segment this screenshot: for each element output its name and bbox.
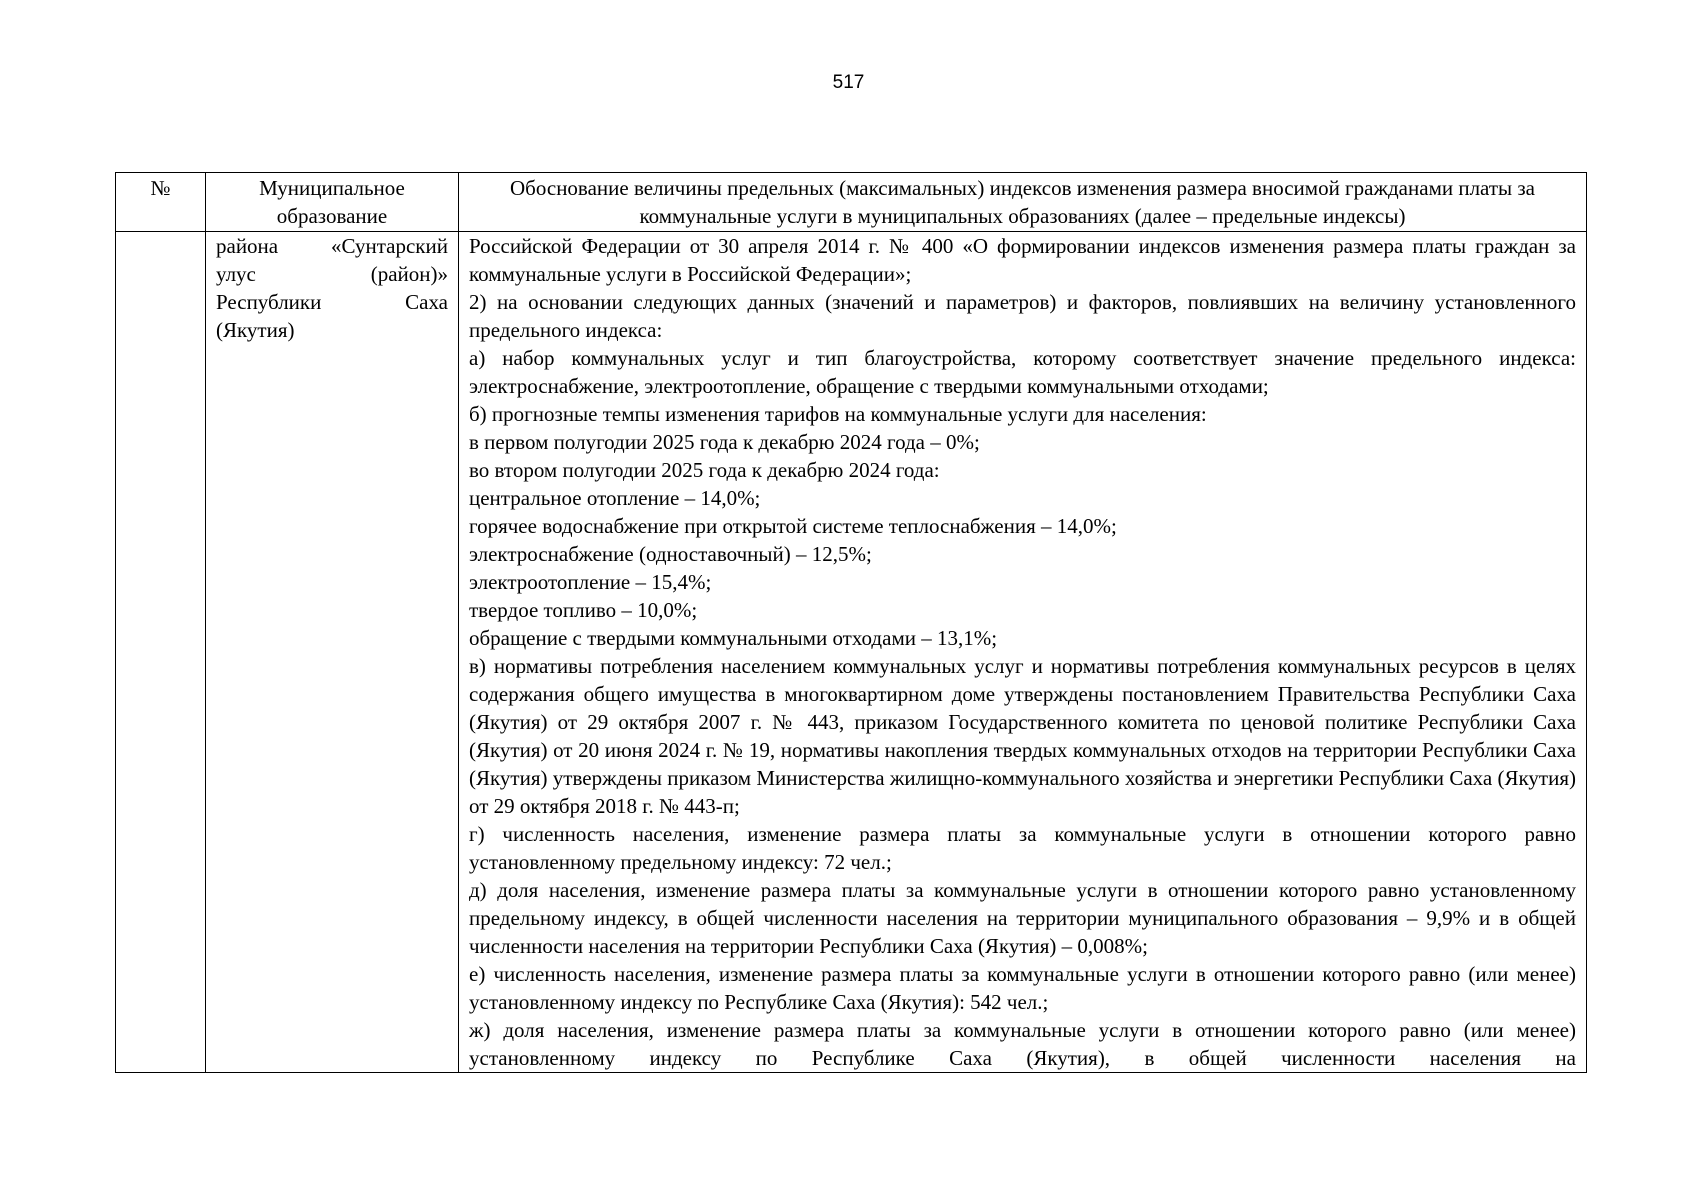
paragraph: в) нормативы потребления населением коммунальных услуг и нормативы потребления коммунальных ресурсов в целях содержания общего имущества в многоквартирном доме утверждены постановлением Правительства Республики Саха (Якутия) от 29 октября 2007 г. № 443, приказом Государственного комитета по ценовой политике Республики Саха (Якутия) от 20 июня 2024 г. № 19, нормативы накопления твердых коммунальных отходов на территории Республики Саха (Якутия) утверждены приказом Министерства жилищно-коммунального хозяйства и энергетики Республики Саха (Якутия) от 29 октября 2018 г. № 443-п; [469, 654, 1576, 818]
justification-table [115, 172, 1587, 1073]
paragraph: а) набор коммунальных услуг и тип благоустройства, которому соответствует значение предельного индекса: электроснабжение, электроотопление, обращение с твердыми коммунальными отходами; [469, 346, 1576, 398]
paragraph: 2) на основании следующих данных (значений и параметров) и факторов, повлиявших на величину установленного предельного индекса: [469, 290, 1576, 342]
paragraph: горячее водоснабжение при открытой системе теплоснабжения – 14,0%; [469, 514, 1117, 538]
header-justification: Обоснование величины предельных (максимальных) индексов изменения размера вносимой гражданами платы за коммунальные услуги в муниципальных образованиях (далее – предельные индексы) [459, 173, 1587, 232]
paragraph: д) доля населения, изменение размера платы за коммунальные услуги в отношении которого равно установленному предельному индексу, в общей численности населения на территории муниципального образования – 9,9% и в общей численности населения на территории Республики Саха (Якутия) – 0,008%; [469, 878, 1576, 958]
header-municipality: Муниципальное образование [206, 173, 459, 232]
paragraph: центральное отопление – 14,0%; [469, 486, 761, 510]
paragraph: обращение с твердыми коммунальными отходами – 13,1%; [469, 626, 998, 650]
paragraph: е) численность населения, изменение размера платы за коммунальные услуги в отношении которого равно (или менее) установленному индексу по Республике Саха (Якутия): 542 чел.; [469, 962, 1576, 1014]
paragraph: в первом полугодии 2025 года к декабрю 2024 года – 0%; [469, 430, 980, 454]
paragraph: г) численность населения, изменение размера платы за коммунальные услуги в отношении которого равно установленному предельному индексу: 72 чел.; [469, 822, 1576, 874]
paragraph: б) прогнозные темпы изменения тарифов на коммунальные услуги для населения: [469, 402, 1207, 426]
paragraph: твердое топливо – 10,0%; [469, 598, 698, 622]
paragraph: электроотопление – 15,4%; [469, 570, 712, 594]
paragraph: Российской Федерации от 30 апреля 2014 г. № 400 «О формировании индексов изменения размера платы граждан за коммунальные услуги в Российской Федерации»; [469, 234, 1576, 286]
page-number: 517 [832, 72, 865, 93]
paragraph: ж) доля населения, изменение размера платы за коммунальные услуги в отношении которого равно (или менее) установленному индексу по Республике Саха (Якутия), в общей численности населения на [469, 1018, 1576, 1070]
paragraph: во втором полугодии 2025 года к декабрю 2024 года: [469, 458, 940, 482]
header-number: № [116, 173, 206, 232]
table-row [116, 232, 1587, 1073]
paragraph: электроснабжение (одноставочный) – 12,5%; [469, 542, 872, 566]
table-header-row [116, 173, 1587, 232]
municipality-line: улус (район)» [216, 262, 448, 286]
municipality-line: Республики Саха [216, 290, 448, 314]
cell-number [116, 232, 206, 1073]
municipality-line: района «Сунтарский [216, 234, 448, 258]
cell-municipality [206, 232, 459, 1073]
cell-justification [459, 232, 1587, 1073]
municipality-line: (Якутия) [216, 318, 295, 342]
